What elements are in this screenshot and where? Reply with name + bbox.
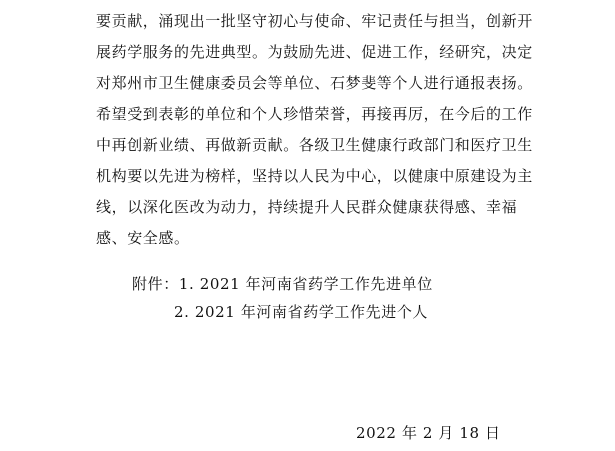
body-paragraph	[96, 6, 542, 254]
body-line: 对郑州市卫生健康委员会等单位、石梦斐等个人进行通报表扬。	[96, 74, 533, 92]
body-line: 要贡献，涌现出一批坚守初心与使命、牢记责任与担当，创新开	[96, 12, 533, 30]
document-date: 2022 年 2 月 18 日	[356, 424, 501, 442]
body-line: 机构要以先进为榜样，坚持以人民为中心，以健康中原建设为主	[96, 167, 533, 185]
body-line: 展药学服务的先进典型。为鼓励先进、促进工作，经研究，决定	[96, 43, 533, 61]
body-line: 希望受到表彰的单位和个人珍惜荣誉，再接再厉，在今后的工作	[96, 105, 533, 123]
body-line: 线，以深化医改为动力，持续提升人民群众健康获得感、幸福	[96, 198, 518, 216]
attachment-item-1-text: 1. 2021 年河南省药学工作先进单位	[178, 275, 433, 293]
attachment-item-1	[132, 270, 433, 298]
body-line: 中再创新业绩、再做新贡献。各级卫生健康行政部门和医疗卫生	[96, 136, 533, 154]
attachments-label: 附件：	[132, 275, 179, 293]
attachment-item-2: 2. 2021 年河南省药学工作先进个人	[174, 303, 429, 321]
attachments-list	[132, 270, 433, 326]
body-line: 感、安全感。	[96, 229, 190, 247]
